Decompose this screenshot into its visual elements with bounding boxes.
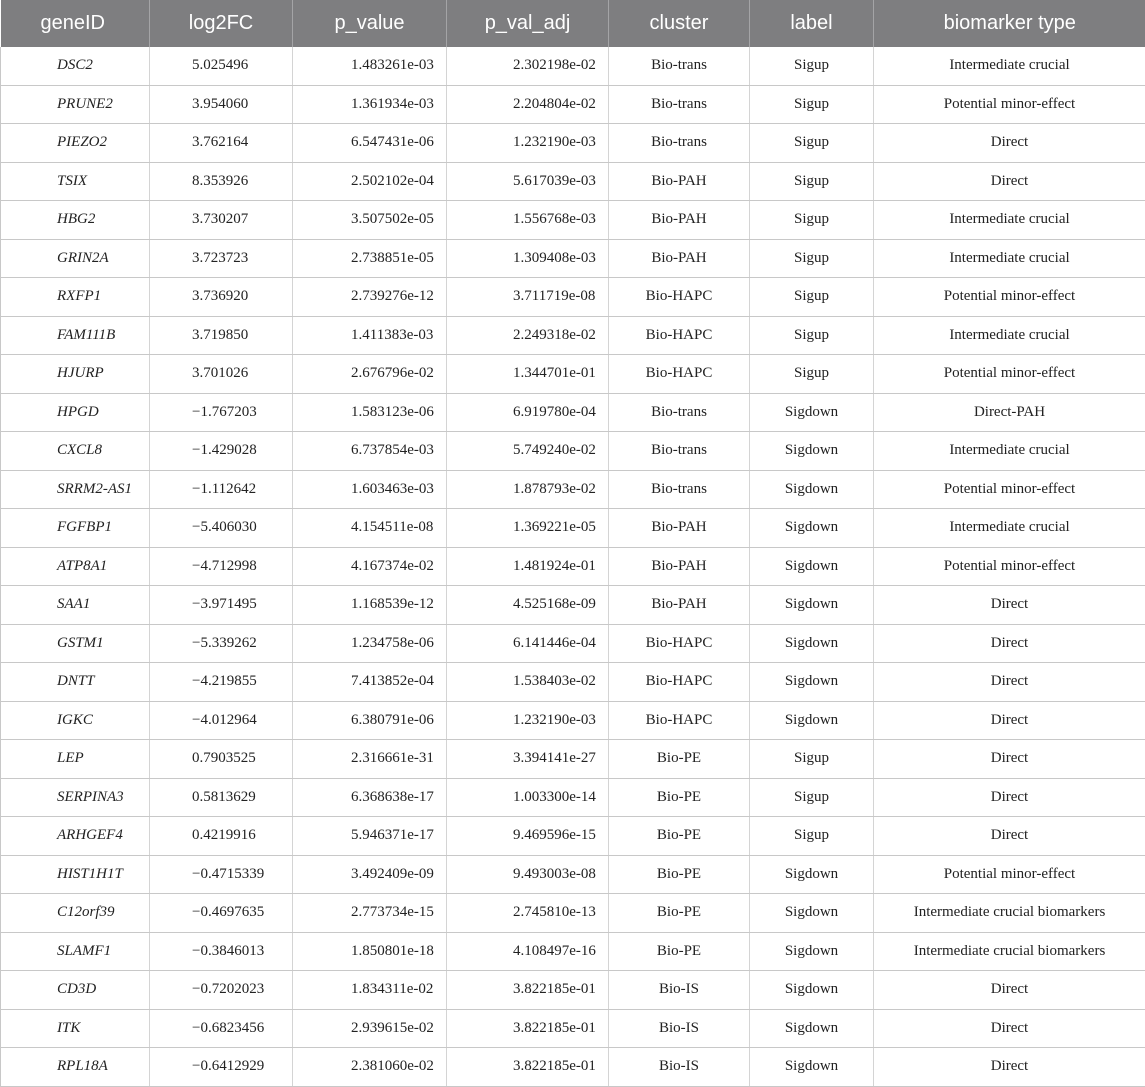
biomarker-type-cell: Intermediate crucial: [874, 509, 1145, 548]
table-row: [1, 663, 1145, 702]
biomarker-type-cell: Potential minor-effect: [874, 855, 1145, 894]
gene-id-cell: SERPINA3: [1, 778, 150, 817]
p-value-cell: 6.368638e-17: [293, 778, 447, 817]
biomarker-type-cell: Intermediate crucial: [874, 239, 1145, 278]
biomarker-type-cell: Direct: [874, 624, 1145, 663]
p-value-cell: 2.939615e-02: [293, 1009, 447, 1048]
gene-id-cell: IGKC: [1, 701, 150, 740]
label-cell: Sigdown: [750, 663, 874, 702]
table-row: [1, 124, 1145, 163]
label-cell: Sigdown: [750, 509, 874, 548]
cluster-cell: Bio-PAH: [609, 586, 750, 625]
label-cell: Sigup: [750, 162, 874, 201]
cluster-cell: Bio-PAH: [609, 547, 750, 586]
gene-id-cell: CD3D: [1, 971, 150, 1010]
label-cell: Sigup: [750, 124, 874, 163]
p-val-adj-cell: 9.493003e-08: [447, 855, 609, 894]
biomarker-type-cell: Direct: [874, 817, 1145, 856]
table-row: [1, 278, 1145, 317]
biomarker-type-cell: Direct: [874, 162, 1145, 201]
p-value-cell: 5.946371e-17: [293, 817, 447, 856]
p-val-adj-cell: 3.822185e-01: [447, 971, 609, 1010]
gene-id-cell: DNTT: [1, 663, 150, 702]
table-row: [1, 932, 1145, 971]
label-cell: Sigup: [750, 316, 874, 355]
gene-id-cell: FGFBP1: [1, 509, 150, 548]
table-row: [1, 162, 1145, 201]
p-val-adj-cell: 1.232190e-03: [447, 701, 609, 740]
p-value-cell: 3.507502e-05: [293, 201, 447, 240]
p-val-adj-cell: 1.309408e-03: [447, 239, 609, 278]
table-row: [1, 316, 1145, 355]
label-cell: Sigdown: [750, 701, 874, 740]
cluster-cell: Bio-HAPC: [609, 663, 750, 702]
cluster-cell: Bio-PAH: [609, 201, 750, 240]
log2fc-cell: −5.339262: [150, 624, 293, 663]
log2fc-cell: −0.4715339: [150, 855, 293, 894]
p-value-cell: 1.483261e-03: [293, 47, 447, 85]
gene-id-cell: SAA1: [1, 586, 150, 625]
label-cell: Sigup: [750, 85, 874, 124]
table-row: [1, 778, 1145, 817]
table-row: [1, 701, 1145, 740]
cluster-cell: Bio-PAH: [609, 239, 750, 278]
table-row: [1, 355, 1145, 394]
p-val-adj-cell: 3.822185e-01: [447, 1009, 609, 1048]
log2fc-cell: −0.4697635: [150, 894, 293, 933]
p-val-adj-cell: 3.822185e-01: [447, 1048, 609, 1087]
table-row: [1, 855, 1145, 894]
label-cell: Sigdown: [750, 855, 874, 894]
label-cell: Sigdown: [750, 470, 874, 509]
biomarker-type-cell: Direct: [874, 586, 1145, 625]
log2fc-cell: −3.971495: [150, 586, 293, 625]
header-p-val-adj: p_val_adj: [447, 0, 609, 47]
log2fc-cell: 3.736920: [150, 278, 293, 317]
log2fc-cell: −5.406030: [150, 509, 293, 548]
log2fc-cell: 3.730207: [150, 201, 293, 240]
gene-id-cell: FAM111B: [1, 316, 150, 355]
p-value-cell: 2.316661e-31: [293, 740, 447, 779]
cluster-cell: Bio-HAPC: [609, 278, 750, 317]
p-val-adj-cell: 1.556768e-03: [447, 201, 609, 240]
log2fc-cell: −4.012964: [150, 701, 293, 740]
p-value-cell: 1.603463e-03: [293, 470, 447, 509]
biomarker-type-cell: Intermediate crucial: [874, 316, 1145, 355]
label-cell: Sigdown: [750, 971, 874, 1010]
label-cell: Sigdown: [750, 1048, 874, 1087]
log2fc-cell: 8.353926: [150, 162, 293, 201]
gene-id-cell: HIST1H1T: [1, 855, 150, 894]
table-row: [1, 470, 1145, 509]
gene-id-cell: DSC2: [1, 47, 150, 85]
label-cell: Sigdown: [750, 547, 874, 586]
cluster-cell: Bio-IS: [609, 1048, 750, 1087]
table-row: [1, 239, 1145, 278]
cluster-cell: Bio-PE: [609, 932, 750, 971]
cluster-cell: Bio-trans: [609, 85, 750, 124]
biomarker-type-cell: Direct: [874, 1009, 1145, 1048]
cluster-cell: Bio-trans: [609, 470, 750, 509]
p-val-adj-cell: 1.538403e-02: [447, 663, 609, 702]
cluster-cell: Bio-trans: [609, 124, 750, 163]
p-value-cell: 6.737854e-03: [293, 432, 447, 471]
header-biomarker-type: biomarker type: [874, 0, 1145, 47]
biomarker-type-cell: Intermediate crucial: [874, 201, 1145, 240]
gene-id-cell: CXCL8: [1, 432, 150, 471]
p-val-adj-cell: 1.344701e-01: [447, 355, 609, 394]
log2fc-cell: −1.429028: [150, 432, 293, 471]
p-val-adj-cell: 1.369221e-05: [447, 509, 609, 548]
label-cell: Sigdown: [750, 393, 874, 432]
table-row: [1, 547, 1145, 586]
gene-id-cell: LEP: [1, 740, 150, 779]
table-row: [1, 1048, 1145, 1087]
biomarker-type-cell: Intermediate crucial: [874, 432, 1145, 471]
header-row: [1, 0, 1145, 47]
p-val-adj-cell: 1.481924e-01: [447, 547, 609, 586]
header-log2fc: log2FC: [150, 0, 293, 47]
log2fc-cell: −4.712998: [150, 547, 293, 586]
label-cell: Sigup: [750, 239, 874, 278]
label-cell: Sigdown: [750, 1009, 874, 1048]
label-cell: Sigup: [750, 201, 874, 240]
p-val-adj-cell: 5.617039e-03: [447, 162, 609, 201]
label-cell: Sigdown: [750, 432, 874, 471]
cluster-cell: Bio-IS: [609, 1009, 750, 1048]
p-val-adj-cell: 6.919780e-04: [447, 393, 609, 432]
label-cell: Sigup: [750, 278, 874, 317]
log2fc-cell: 3.719850: [150, 316, 293, 355]
cluster-cell: Bio-HAPC: [609, 624, 750, 663]
log2fc-cell: −0.6823456: [150, 1009, 293, 1048]
biomarker-type-cell: Potential minor-effect: [874, 470, 1145, 509]
p-value-cell: 6.380791e-06: [293, 701, 447, 740]
cluster-cell: Bio-HAPC: [609, 701, 750, 740]
cluster-cell: Bio-HAPC: [609, 316, 750, 355]
log2fc-cell: −4.219855: [150, 663, 293, 702]
log2fc-cell: −1.112642: [150, 470, 293, 509]
header-cluster: cluster: [609, 0, 750, 47]
cluster-cell: Bio-trans: [609, 47, 750, 85]
p-value-cell: 4.154511e-08: [293, 509, 447, 548]
p-value-cell: 1.361934e-03: [293, 85, 447, 124]
gene-id-cell: SRRM2-AS1: [1, 470, 150, 509]
p-value-cell: 1.850801e-18: [293, 932, 447, 971]
p-value-cell: 2.738851e-05: [293, 239, 447, 278]
gene-id-cell: SLAMF1: [1, 932, 150, 971]
cluster-cell: Bio-HAPC: [609, 355, 750, 394]
biomarker-type-cell: Direct: [874, 124, 1145, 163]
table-row: [1, 971, 1145, 1010]
table-row: [1, 432, 1145, 471]
log2fc-cell: −0.7202023: [150, 971, 293, 1010]
p-value-cell: 1.168539e-12: [293, 586, 447, 625]
cluster-cell: Bio-PE: [609, 855, 750, 894]
cluster-cell: Bio-trans: [609, 432, 750, 471]
p-val-adj-cell: 5.749240e-02: [447, 432, 609, 471]
gene-id-cell: GSTM1: [1, 624, 150, 663]
gene-id-cell: ITK: [1, 1009, 150, 1048]
gene-id-cell: GRIN2A: [1, 239, 150, 278]
label-cell: Sigup: [750, 47, 874, 85]
p-val-adj-cell: 2.745810e-13: [447, 894, 609, 933]
biomarker-type-cell: Intermediate crucial biomarkers: [874, 894, 1145, 933]
p-value-cell: 1.234758e-06: [293, 624, 447, 663]
p-value-cell: 2.502102e-04: [293, 162, 447, 201]
log2fc-cell: 0.5813629: [150, 778, 293, 817]
label-cell: Sigup: [750, 778, 874, 817]
biomarker-type-cell: Potential minor-effect: [874, 547, 1145, 586]
table-row: [1, 85, 1145, 124]
log2fc-cell: 3.701026: [150, 355, 293, 394]
label-cell: Sigup: [750, 740, 874, 779]
table-row: [1, 509, 1145, 548]
gene-id-cell: HBG2: [1, 201, 150, 240]
header-gene-id: geneID: [1, 0, 150, 47]
biomarker-type-cell: Direct: [874, 663, 1145, 702]
table-row: [1, 586, 1145, 625]
gene-id-cell: PRUNE2: [1, 85, 150, 124]
p-val-adj-cell: 9.469596e-15: [447, 817, 609, 856]
p-val-adj-cell: 3.394141e-27: [447, 740, 609, 779]
label-cell: Sigdown: [750, 932, 874, 971]
biomarker-type-cell: Intermediate crucial biomarkers: [874, 932, 1145, 971]
biomarker-type-cell: Potential minor-effect: [874, 85, 1145, 124]
gene-id-cell: HPGD: [1, 393, 150, 432]
p-val-adj-cell: 1.878793e-02: [447, 470, 609, 509]
p-val-adj-cell: 1.232190e-03: [447, 124, 609, 163]
table-row: [1, 1009, 1145, 1048]
p-value-cell: 2.739276e-12: [293, 278, 447, 317]
log2fc-cell: 3.762164: [150, 124, 293, 163]
p-value-cell: 1.834311e-02: [293, 971, 447, 1010]
gene-id-cell: PIEZO2: [1, 124, 150, 163]
gene-id-cell: ATP8A1: [1, 547, 150, 586]
biomarker-type-cell: Direct: [874, 740, 1145, 779]
p-val-adj-cell: 1.003300e-14: [447, 778, 609, 817]
label-cell: Sigup: [750, 355, 874, 394]
log2fc-cell: −0.3846013: [150, 932, 293, 971]
table-header: [1, 0, 1145, 47]
biomarker-type-cell: Potential minor-effect: [874, 355, 1145, 394]
header-p-value: p_value: [293, 0, 447, 47]
p-val-adj-cell: 6.141446e-04: [447, 624, 609, 663]
p-val-adj-cell: 4.525168e-09: [447, 586, 609, 625]
biomarker-type-cell: Intermediate crucial: [874, 47, 1145, 85]
label-cell: Sigup: [750, 817, 874, 856]
biomarker-type-cell: Potential minor-effect: [874, 278, 1145, 317]
table-row: [1, 201, 1145, 240]
p-val-adj-cell: 3.711719e-08: [447, 278, 609, 317]
cluster-cell: Bio-PE: [609, 740, 750, 779]
header-label: label: [750, 0, 874, 47]
p-val-adj-cell: 2.204804e-02: [447, 85, 609, 124]
p-value-cell: 4.167374e-02: [293, 547, 447, 586]
gene-id-cell: C12orf39: [1, 894, 150, 933]
p-value-cell: 2.676796e-02: [293, 355, 447, 394]
cluster-cell: Bio-IS: [609, 971, 750, 1010]
cluster-cell: Bio-PE: [609, 894, 750, 933]
p-val-adj-cell: 4.108497e-16: [447, 932, 609, 971]
gene-id-cell: TSIX: [1, 162, 150, 201]
cluster-cell: Bio-PAH: [609, 162, 750, 201]
table-row: [1, 817, 1145, 856]
biomarker-type-cell: Direct: [874, 778, 1145, 817]
table-row: [1, 47, 1145, 85]
p-value-cell: 2.773734e-15: [293, 894, 447, 933]
table-body: [1, 47, 1145, 1086]
p-value-cell: 7.413852e-04: [293, 663, 447, 702]
log2fc-cell: 3.954060: [150, 85, 293, 124]
p-val-adj-cell: 2.249318e-02: [447, 316, 609, 355]
p-value-cell: 6.547431e-06: [293, 124, 447, 163]
log2fc-cell: −0.6412929: [150, 1048, 293, 1087]
biomarker-type-cell: Direct: [874, 971, 1145, 1010]
biomarker-type-cell: Direct-PAH: [874, 393, 1145, 432]
biomarker-type-cell: Direct: [874, 1048, 1145, 1087]
p-val-adj-cell: 2.302198e-02: [447, 47, 609, 85]
table-row: [1, 740, 1145, 779]
cluster-cell: Bio-PE: [609, 817, 750, 856]
log2fc-cell: −1.767203: [150, 393, 293, 432]
gene-id-cell: RXFP1: [1, 278, 150, 317]
gene-id-cell: ARHGEF4: [1, 817, 150, 856]
table-row: [1, 624, 1145, 663]
label-cell: Sigdown: [750, 894, 874, 933]
cluster-cell: Bio-PAH: [609, 509, 750, 548]
cluster-cell: Bio-trans: [609, 393, 750, 432]
p-value-cell: 1.411383e-03: [293, 316, 447, 355]
label-cell: Sigdown: [750, 586, 874, 625]
label-cell: Sigdown: [750, 624, 874, 663]
log2fc-cell: 0.4219916: [150, 817, 293, 856]
p-value-cell: 3.492409e-09: [293, 855, 447, 894]
log2fc-cell: 5.025496: [150, 47, 293, 85]
cluster-cell: Bio-PE: [609, 778, 750, 817]
table-row: [1, 393, 1145, 432]
gene-id-cell: RPL18A: [1, 1048, 150, 1087]
p-value-cell: 2.381060e-02: [293, 1048, 447, 1087]
log2fc-cell: 3.723723: [150, 239, 293, 278]
log2fc-cell: 0.7903525: [150, 740, 293, 779]
gene-id-cell: HJURP: [1, 355, 150, 394]
p-value-cell: 1.583123e-06: [293, 393, 447, 432]
table-row: [1, 894, 1145, 933]
biomarker-type-cell: Direct: [874, 701, 1145, 740]
